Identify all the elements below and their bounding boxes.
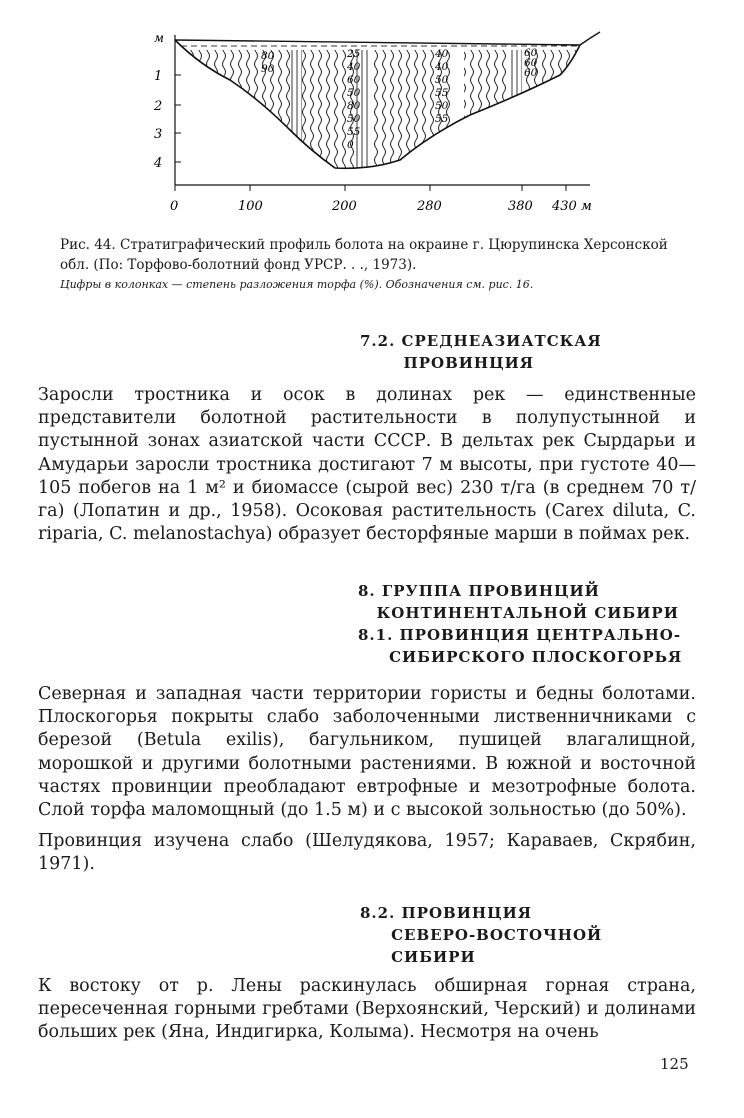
distance-tick-200: 200 [332, 199, 357, 214]
figure-note: Цифры в колонках — степень разложения торфа (%). Обозначения см. рис. 16. [60, 278, 534, 291]
col2-value: 0 [347, 139, 354, 151]
col3-value: 40 [435, 61, 449, 73]
col1-value: 90 [261, 63, 275, 75]
paragraph-8-1: Северная и западная части территории гористы и бедны болотами. Плоскогорья покрыты слабо заболоченными лиственничниками с березой (Betula exilis), багульником, пушицей влагалищной, морошкой и другими болотными растениями. В южной и восточной частях провинции преобладают евтрофные и мезотрофные болота. Слой торфа маломощный (до 1.5 м) и с высокой зольностью (до 50%). [38, 684, 696, 821]
col3-value: 40 [435, 48, 449, 60]
col2-value: 60 [347, 74, 361, 86]
heading-8-2: 8.2. ПРОВИНЦИЯ СЕВЕРО-ВОСТОЧНОЙ СИБИРИ [360, 904, 603, 966]
col2-value: 55 [347, 126, 361, 138]
page-number: 125 [660, 1055, 689, 1073]
distance-tick-280: 280 [417, 199, 442, 214]
paragraph-8-1-cont: Провинция изучена слабо (Шелудякова, 1957; Караваев, Скрябин, 1971). [38, 831, 696, 875]
depth-tick-2: 2 [154, 99, 163, 114]
distance-tick-430: 430 м [552, 199, 592, 214]
depth-unit: м [154, 31, 164, 45]
col3-value: 50 [435, 100, 449, 112]
col3-value: 55 [435, 113, 449, 125]
col2-value: 80 [347, 100, 361, 112]
col4-value: 60 [524, 57, 538, 69]
depth-tick-4: 4 [154, 156, 163, 171]
col1-value: 80 [261, 50, 275, 62]
depth-tick-3: 3 [154, 127, 163, 142]
col4-value: 60 [524, 47, 538, 59]
heading-7-2: 7.2. СРЕДНЕАЗИАТСКАЯ ПРОВИНЦИЯ [360, 332, 602, 372]
distance-tick-380: 380 [508, 199, 533, 214]
col3-value: 50 [435, 74, 449, 86]
col3-value: 55 [435, 87, 449, 99]
col2-value: 50 [347, 87, 361, 99]
figure-caption: Рис. 44. Стратиграфический профиль болота на окраине г. Цюрупинска Херсонской обл. (По: Торфово-болотний фонд УРСР. . ., 1973). [60, 237, 668, 273]
heading-8-8-1: 8. ГРУППА ПРОВИНЦИЙ КОНТИНЕНТАЛЬНОЙ СИБИРИ 8.1. ПРОВИНЦИЯ ЦЕНТРАЛЬНО- СИБИРСКОГО ПЛОСКОГОРЬЯ [358, 582, 683, 666]
col2-value: 40 [347, 61, 361, 73]
distance-tick-0: 0 [170, 199, 179, 214]
col2-value: 25 [347, 48, 361, 60]
paragraph-8-2: К востоку от р. Лены раскинулась обширная горная страна, пересеченная горными гребтами (Верхоянский, Черский) и долинами больших рек (Яна, Индигирка, Колыма). Несмотря на очень [38, 976, 696, 1043]
col2-value: 50 [347, 113, 361, 125]
distance-tick-100: 100 [238, 199, 263, 214]
col4-value: 60 [524, 67, 538, 79]
depth-tick-1: 1 [154, 69, 163, 84]
peat-profile-figure [140, 20, 610, 225]
paragraph-7-2: Заросли тростника и осок в долинах рек — единственные представители болотной растительности в полупустынной и пустынной зонах азиатской части СССР. В дельтах рек Сырдарьи и Амударьи заросли тростника достигают 7 м высоты, при густоте 40—105 побегов на 1 м² и биомассе (сырой вес) 230 т/га (в среднем 70 т/га) (Лопатин и др., 1958). Осоковая растительность (Carex diluta, C. riparia, C. melanostachya) образует бесторфяные марши в поймах рек. [38, 385, 696, 545]
